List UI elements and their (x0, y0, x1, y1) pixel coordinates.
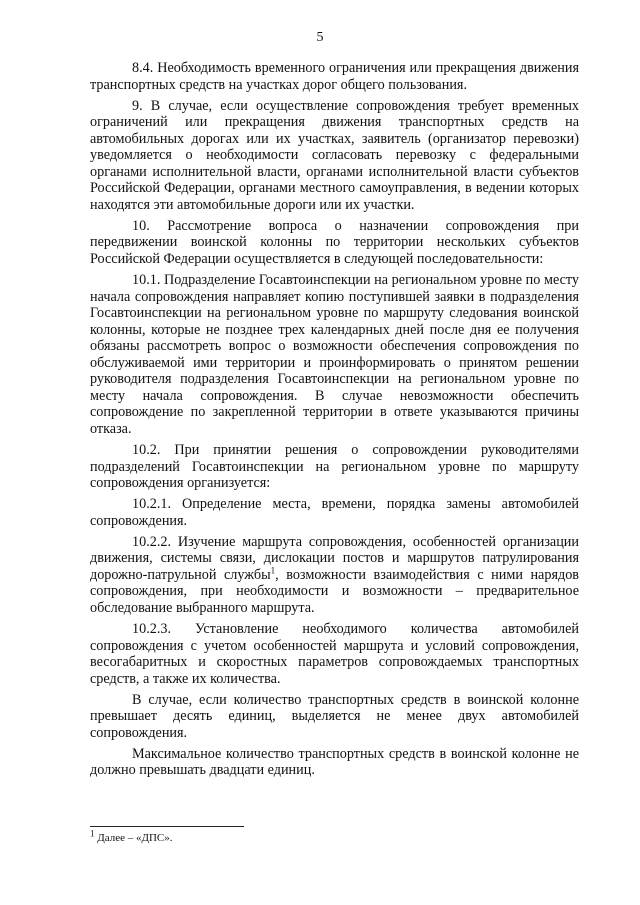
paragraph-convoy-limit: В случае, если количество транспортных средств в воинской колонне превышает десять единиц, выделяется не менее двух автомобилей сопровождения. (90, 691, 579, 741)
footnote-text: Далее – «ДПС». (94, 832, 173, 844)
footnote-divider (90, 826, 244, 827)
paragraph-10-2: 10.2. При принятии решения о сопровождении руководителями подразделений Госавтоинспекции на региональном уровне по маршруту сопровождения организуется: (90, 442, 579, 492)
paragraph-10-2-3: 10.2.3. Установление необходимого количества автомобилей сопровождения с учетом особенностей маршрута и условий сопровождения, весогабаритных и скоростных параметров сопровождаемых транспортных средств, а также их количества. (90, 621, 579, 687)
paragraph-10-2-2 (90, 534, 579, 617)
paragraph-10-2-2-text-start: 10.2.2. Изучение маршрута сопровождения, особенностей организации движения, системы связи, дислокации постов и маршрутов патрулирования дорожно-патрульной службы (90, 533, 579, 583)
body-text (90, 60, 579, 783)
paragraph-max-vehicles: Максимальное количество транспортных средств в воинской колонне не должно превышать двадцати единиц. (90, 745, 579, 779)
footnote-reference: 1 (270, 565, 276, 576)
footnote (90, 828, 173, 845)
paragraph-10-2-2-text-end: , возможности взаимодействия с ними нарядов сопровождения, при необходимости и возможности – предварительное обследование выбранного маршрута. (90, 566, 579, 616)
page-number: 5 (316, 30, 324, 45)
paragraph-10-2-1: 10.2.1. Определение места, времени, порядка замены автомобилей сопровождения. (90, 496, 579, 529)
paragraph-10: 10. Рассмотрение вопроса о назначении сопровождения при передвижении воинской колонны по территории нескольких субъектов Российской Федерации осуществляется в следующей последовательности: (90, 217, 579, 268)
paragraph-9: 9. В случае, если осуществление сопровождения требует временных ограничений или прекращения движения транспортных средств на автомобильных дорогах или их участках, заявитель (организатор перевозки) уведомляется о необходимости согласовать перевозку с федеральными органами исполнительной власти, органами исполнительной власти субъектов Российской Федерации, органами местного самоуправления, в ведении которых находятся эти автомобильные дороги или их участки. (90, 97, 579, 213)
paragraph-10-1: 10.1. Подразделение Госавтоинспекции на региональном уровне по месту начала сопровождения направляет копию поступившей заявки в подразделения Госавтоинспекции на региональном уровне по маршруту следования воинской колонны, которые не позднее трех календарных дней после дня ее получения обязаны рассмотреть вопрос о возможности обеспечения сопровождения по обслуживаемой ими территории и проинформировать о принятом решении руководителя подразделения Госавтоинспекции на региональном уровне по месту начала сопровождения. В случае невозможности обеспечить сопровождение по закрепленной территории в ответе указываются причины отказа. (90, 272, 579, 437)
paragraph-8-4: 8.4. Необходимость временного ограничения или прекращения движения транспортных средств на участках дорог общего пользования. (90, 60, 579, 93)
footnote-mark: 1 (90, 828, 95, 839)
